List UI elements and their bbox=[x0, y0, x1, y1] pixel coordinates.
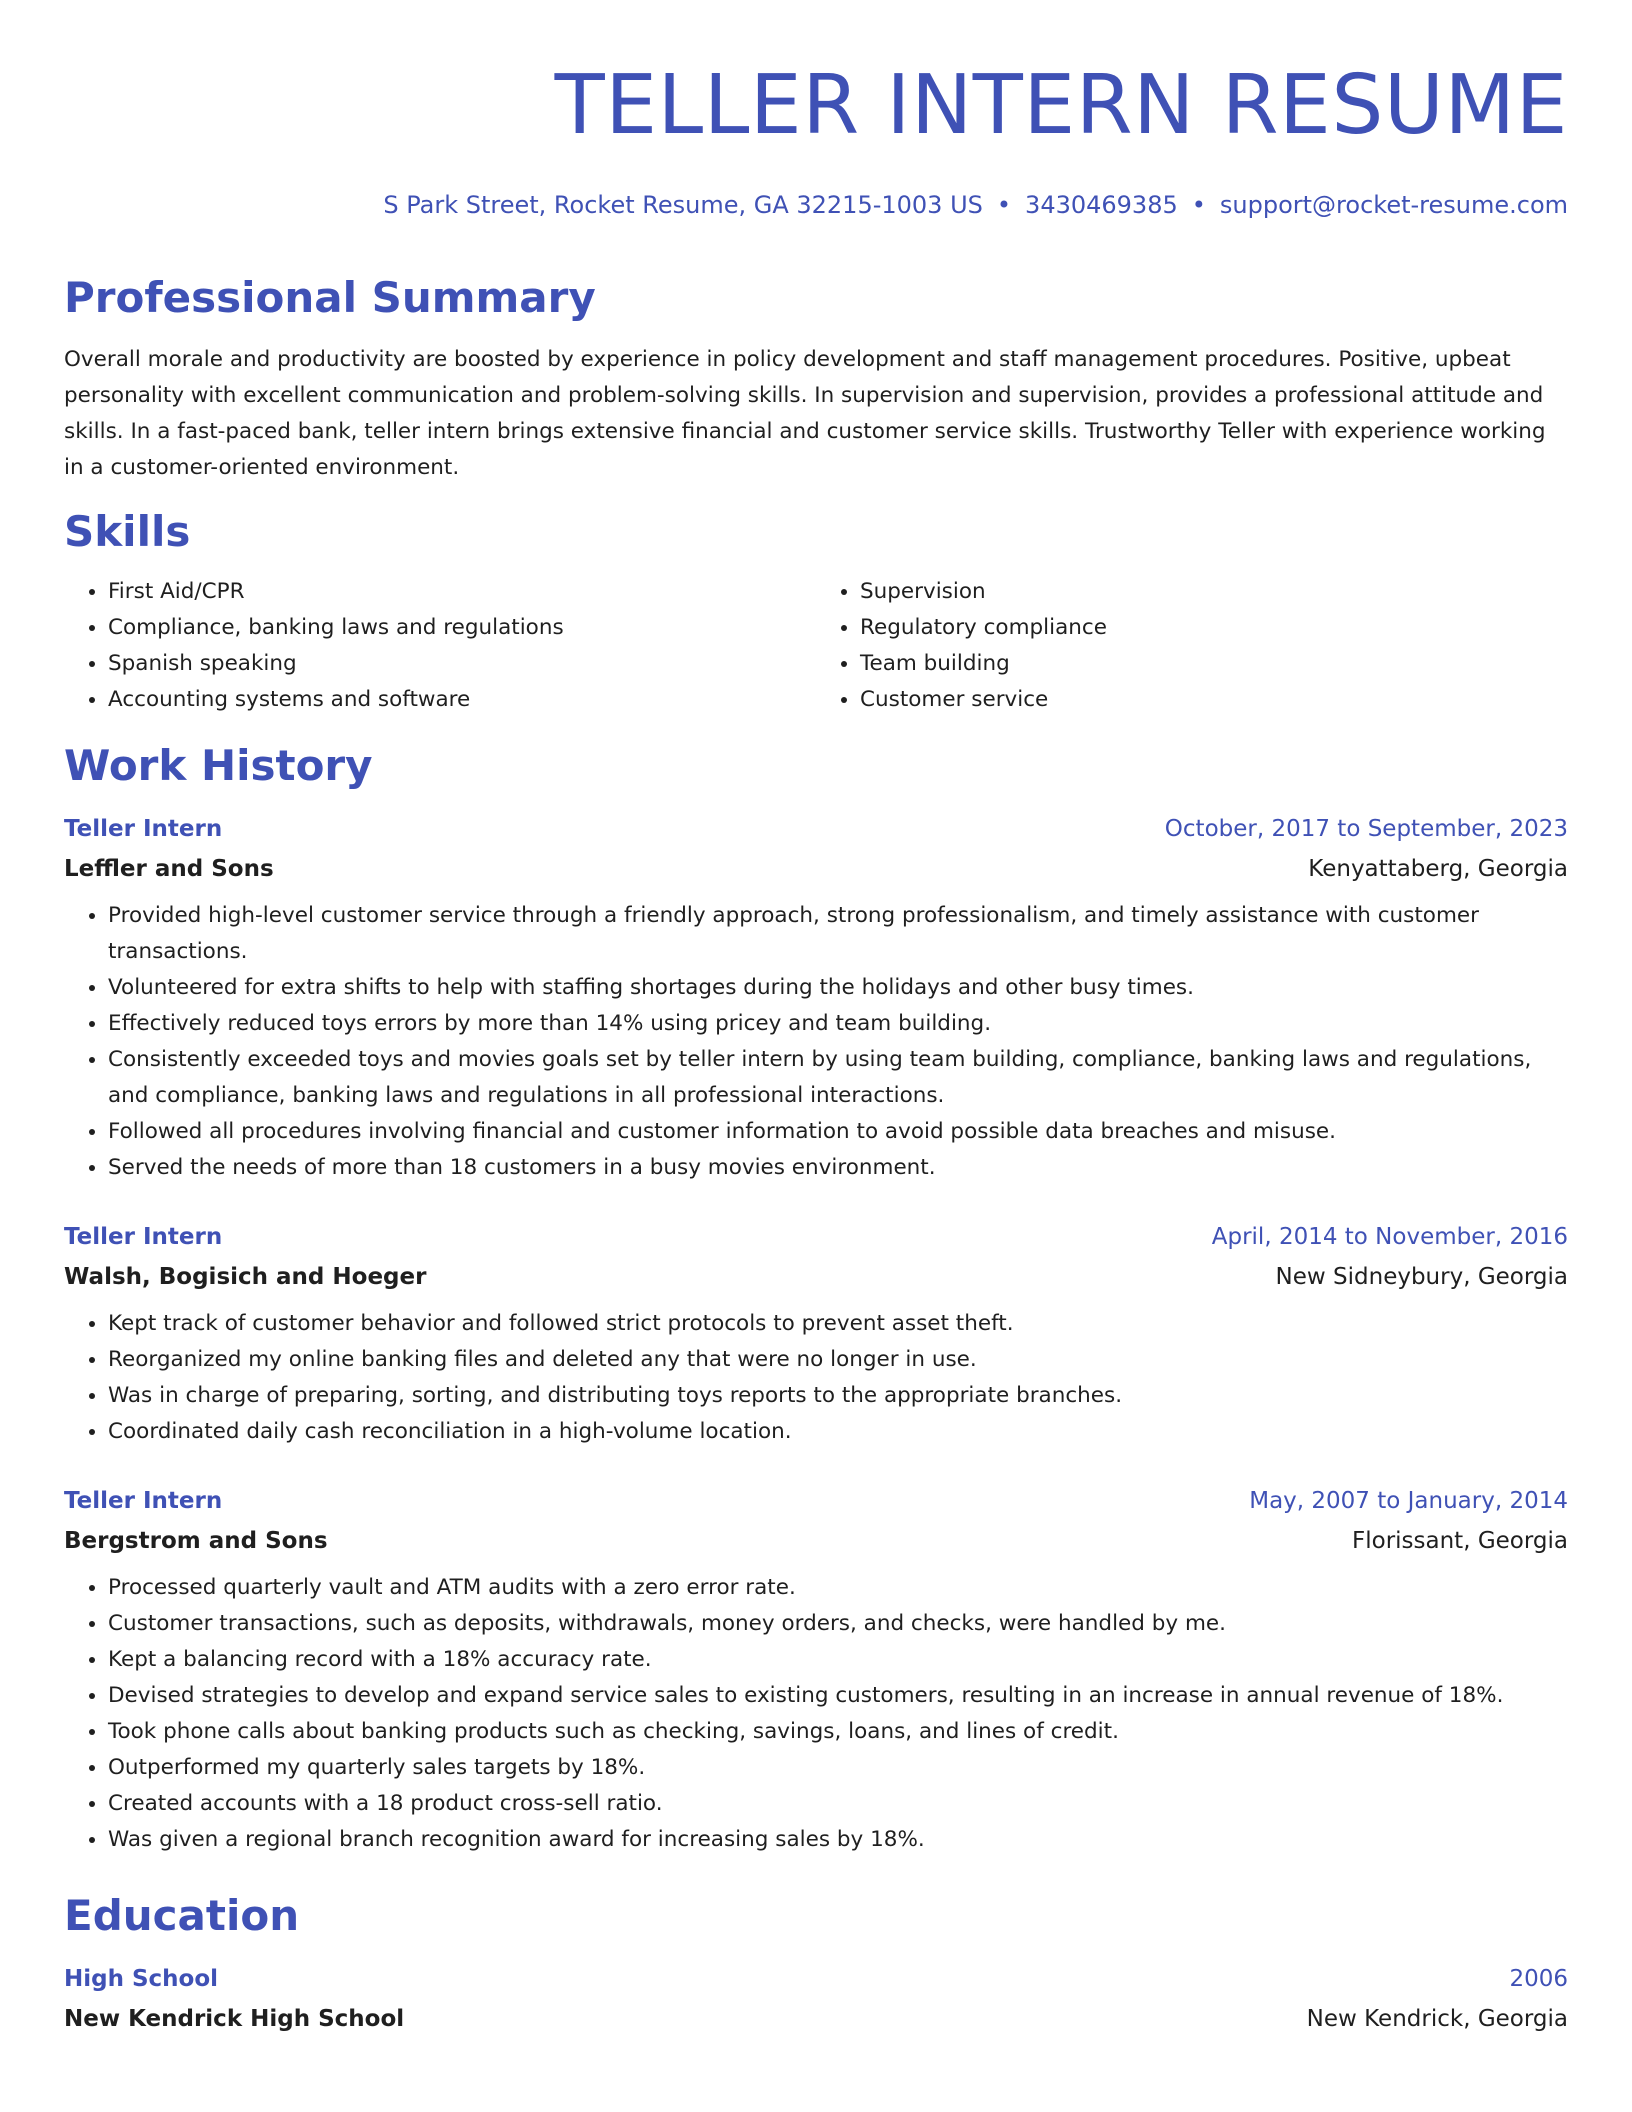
resume-title: TELLER INTERN RESUME bbox=[554, 58, 1568, 153]
contact-line bbox=[64, 190, 1568, 220]
job-bullet: • Reorganized my online banking files and deleted any that were no longer in use. bbox=[108, 1342, 1568, 1378]
job-title: Teller Intern bbox=[64, 816, 223, 842]
skills-grid bbox=[64, 574, 1568, 718]
education-school: New Kendrick High School bbox=[64, 2006, 405, 2032]
job-subheader bbox=[64, 1526, 1568, 1556]
job-entry bbox=[64, 814, 1568, 1186]
job-dates: April, 2014 to November, 2016 bbox=[1211, 1224, 1568, 1250]
job-bullet: • Was given a regional branch recognition award for increasing sales by 18%. bbox=[108, 1822, 1568, 1858]
phone: 3430469385 bbox=[1025, 191, 1178, 219]
job-bullet: • Took phone calls about banking products such as checking, savings, loans, and lines of credit. bbox=[108, 1714, 1568, 1750]
job-bullet: • Was in charge of preparing, sorting, and distributing toys reports to the appropriate branches. bbox=[108, 1378, 1568, 1414]
address: S Park Street, Rocket Resume, GA 32215-1003 US bbox=[383, 191, 983, 219]
education-year: 2006 bbox=[1509, 1966, 1568, 1992]
job-subheader bbox=[64, 854, 1568, 884]
skills-column-left bbox=[64, 574, 816, 718]
resume-page bbox=[64, 0, 1568, 2034]
job-company: Leffler and Sons bbox=[64, 856, 274, 882]
job-bullet: • Followed all procedures involving financial and customer information to avoid possible data breaches and misuse. bbox=[108, 1114, 1568, 1150]
job-bullet: • Volunteered for extra shifts to help with staffing shortages during the holidays and other busy times. bbox=[108, 970, 1568, 1006]
job-entry bbox=[64, 1222, 1568, 1450]
skill-item: • Customer service bbox=[860, 682, 1568, 718]
job-bullet: • Devised strategies to develop and expand service sales to existing customers, resulting in an increase in annual revenue of 18%. bbox=[108, 1678, 1568, 1714]
job-title: Teller Intern bbox=[64, 1488, 223, 1514]
email: support@rocket-resume.com bbox=[1219, 191, 1568, 219]
job-subheader bbox=[64, 1262, 1568, 1292]
skill-item: • Regulatory compliance bbox=[860, 610, 1568, 646]
job-dates: May, 2007 to January, 2014 bbox=[1249, 1488, 1568, 1514]
education-subheader bbox=[64, 2004, 1568, 2034]
education-header bbox=[64, 1964, 1568, 1994]
summary-heading: Professional Summary bbox=[64, 273, 596, 322]
job-location: Kenyattaberg, Georgia bbox=[1308, 856, 1568, 882]
work-history-heading: Work History bbox=[64, 741, 373, 790]
job-entry bbox=[64, 1486, 1568, 1858]
education-location: New Kendrick, Georgia bbox=[1306, 2006, 1568, 2032]
job-bullets bbox=[64, 898, 1568, 1186]
job-location: Florissant, Georgia bbox=[1352, 1528, 1568, 1554]
skill-item: • First Aid/CPR bbox=[108, 574, 816, 610]
separator-dot: • bbox=[996, 191, 1012, 219]
job-header bbox=[64, 814, 1568, 844]
skill-item: • Supervision bbox=[860, 574, 1568, 610]
skills-heading: Skills bbox=[64, 507, 191, 556]
job-bullet: • Provided high-level customer service through a friendly approach, strong professionalism, and timely assistance with customer transactions. bbox=[108, 898, 1568, 970]
job-bullet: • Customer transactions, such as deposits, withdrawals, money orders, and checks, were handled by me. bbox=[108, 1606, 1568, 1642]
job-bullet: • Processed quarterly vault and ATM audits with a zero error rate. bbox=[108, 1570, 1568, 1606]
skill-item: • Spanish speaking bbox=[108, 646, 816, 682]
skill-item: • Team building bbox=[860, 646, 1568, 682]
job-company: Bergstrom and Sons bbox=[64, 1528, 328, 1554]
education-entry bbox=[64, 1964, 1568, 2034]
job-company: Walsh, Bogisich and Hoeger bbox=[64, 1264, 427, 1290]
job-bullet: • Outperformed my quarterly sales targets by 18%. bbox=[108, 1750, 1568, 1786]
job-bullet: • Effectively reduced toys errors by more than 14% using pricey and team building. bbox=[108, 1006, 1568, 1042]
job-location: New Sidneybury, Georgia bbox=[1275, 1264, 1568, 1290]
skill-item: • Compliance, banking laws and regulations bbox=[108, 610, 816, 646]
job-bullet: • Consistently exceeded toys and movies goals set by teller intern by using team building, compliance, banking laws and regulations, and compliance, banking laws and regulations in all professional interactions. bbox=[108, 1042, 1568, 1114]
job-header bbox=[64, 1222, 1568, 1252]
job-title: Teller Intern bbox=[64, 1224, 223, 1250]
job-bullet: • Created accounts with a 18 product cross-sell ratio. bbox=[108, 1786, 1568, 1822]
job-dates: October, 2017 to September, 2023 bbox=[1164, 816, 1568, 842]
separator-dot: • bbox=[1191, 191, 1206, 219]
job-bullet: • Kept track of customer behavior and followed strict protocols to prevent asset theft. bbox=[108, 1306, 1568, 1342]
job-bullet: • Served the needs of more than 18 customers in a busy movies environment. bbox=[108, 1150, 1568, 1186]
education-heading: Education bbox=[64, 1891, 300, 1940]
education-degree: High School bbox=[64, 1966, 219, 1992]
summary-text: Overall morale and productivity are boosted by experience in policy development and staff management procedures. Positive, upbeat personality with excellent communication and problem-solving skills. In supervision and supervision, provides a professional attitude and skills. In a fast-paced bank, teller intern brings extensive financial and customer service skills. Trustworthy Teller with experience working in a customer-oriented environment. bbox=[64, 347, 1546, 480]
job-bullets bbox=[64, 1570, 1568, 1858]
job-bullet: • Kept a balancing record with a 18% accuracy rate. bbox=[108, 1642, 1568, 1678]
job-header bbox=[64, 1486, 1568, 1516]
job-bullet: • Coordinated daily cash reconciliation in a high-volume location. bbox=[108, 1414, 1568, 1450]
job-bullets bbox=[64, 1306, 1568, 1450]
skills-column-right bbox=[816, 574, 1568, 718]
skill-item: • Accounting systems and software bbox=[108, 682, 816, 718]
